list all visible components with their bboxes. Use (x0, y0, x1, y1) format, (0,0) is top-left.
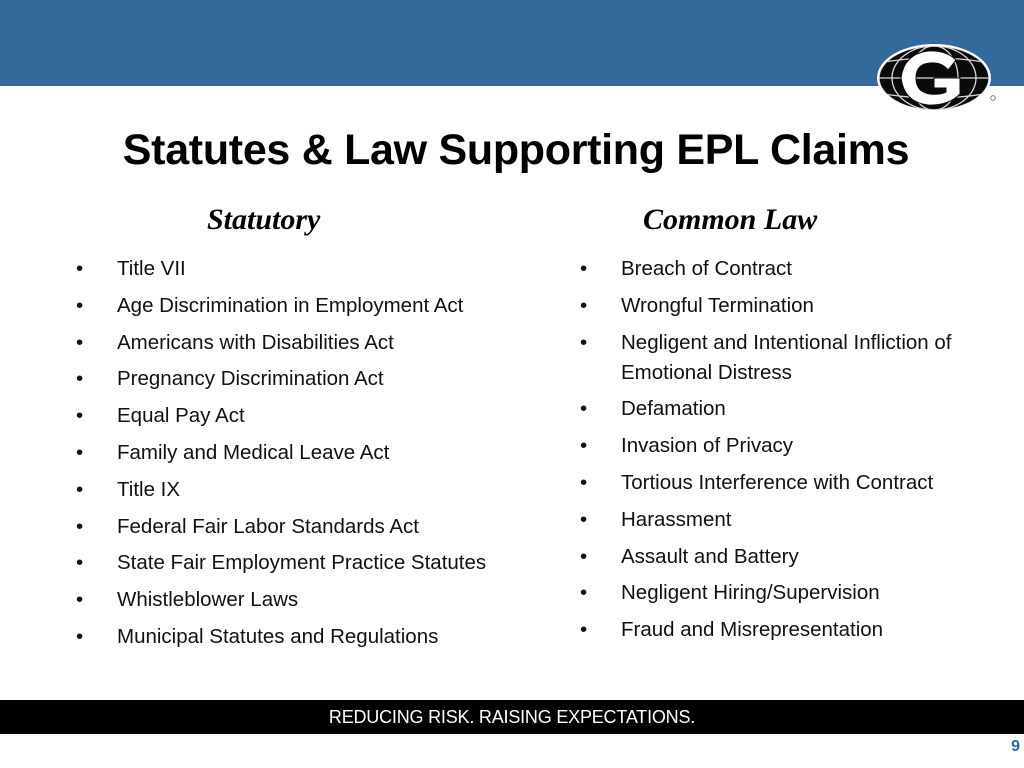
bullet-icon: • (580, 581, 588, 605)
bullet-icon: • (580, 330, 588, 354)
list-item-text: Tortious Interference with Contract (621, 470, 934, 494)
bullet-icon: • (76, 477, 84, 501)
list-item (76, 254, 556, 284)
list-item (76, 512, 556, 542)
list-item (580, 542, 1000, 572)
bullet-icon: • (76, 367, 84, 391)
list-item-text: State Fair Employment Practice Statutes (117, 551, 487, 575)
list-item-text: Breach of Contract (621, 257, 792, 280)
bullet-icon: • (580, 293, 588, 317)
list-item-text: Assault and Battery (621, 544, 799, 568)
list-item-text: Negligent Hiring/Supervision (621, 581, 880, 605)
list-item (580, 254, 1000, 284)
bullet-icon: • (76, 551, 84, 575)
list-item-text: Invasion of Privacy (621, 434, 794, 458)
list-item (76, 438, 556, 468)
bullet-icon: • (76, 624, 84, 648)
list-item (580, 291, 1000, 321)
list-item-text: Americans with Disabilities Act (117, 330, 394, 354)
slide-title: Statutes & Law Supporting EPL Claims (122, 126, 910, 174)
list-item-text: Age Discrimination in Employment Act (117, 293, 464, 317)
header-band (0, 0, 1024, 86)
bullet-icon: • (76, 514, 84, 538)
list-item (76, 475, 556, 505)
bullet-icon: • (580, 470, 588, 494)
bullet-icon: • (76, 404, 84, 428)
bullet-icon: • (580, 544, 588, 568)
bullet-icon: • (580, 434, 588, 458)
list-item (580, 468, 1000, 498)
list-item-text: Title IX (117, 477, 181, 501)
bullet-icon: • (76, 293, 84, 317)
bullet-icon: • (76, 257, 84, 280)
list-item (580, 328, 1000, 388)
footer-tagline: REDUCING RISK. RAISING EXPECTATIONS. (328, 707, 696, 727)
list-item-text: Municipal Statutes and Regulations (117, 624, 439, 648)
list-item (76, 622, 556, 652)
page-number: 9 (1011, 738, 1020, 755)
list-item-text: Harassment (621, 507, 732, 531)
list-item-text: Equal Pay Act (117, 404, 245, 428)
list-item (76, 585, 556, 615)
list-item-text: Title VII (117, 257, 186, 280)
list-item (76, 548, 556, 578)
list-item-text: Pregnancy Discrimination Act (117, 367, 384, 391)
list-item-text: Wrongful Termination (621, 293, 814, 317)
list-item (76, 364, 556, 394)
list-item (580, 431, 1000, 461)
list-item (76, 328, 556, 358)
bullet-icon: • (580, 507, 588, 531)
list-item (580, 578, 1000, 608)
list-item (76, 291, 556, 321)
list-item (76, 401, 556, 431)
common-law-list (580, 254, 1000, 652)
globe-g-logo-icon (876, 42, 998, 114)
list-item (580, 615, 1000, 645)
bullet-icon: • (580, 397, 588, 421)
bullet-icon: • (580, 618, 588, 642)
list-item-text: Federal Fair Labor Standards Act (117, 514, 419, 538)
bullet-icon: • (76, 588, 84, 612)
list-item-text: Family and Medical Leave Act (117, 440, 390, 464)
bullet-icon: • (76, 440, 84, 464)
list-item (580, 394, 1000, 424)
bullet-icon: • (76, 330, 84, 354)
list-item-text: Fraud and Misrepresentation (621, 618, 884, 642)
bullet-icon: • (580, 257, 588, 280)
list-item-text: Defamation (621, 397, 726, 421)
list-item-text: Whistleblower Laws (117, 588, 299, 612)
common-law-heading: Common Law (643, 203, 818, 236)
statutory-list (76, 254, 556, 659)
statutory-heading: Statutory (207, 203, 321, 236)
list-item-text: Negligent and Intentional Infliction of Emotional Distress (621, 330, 952, 384)
list-item (580, 505, 1000, 535)
